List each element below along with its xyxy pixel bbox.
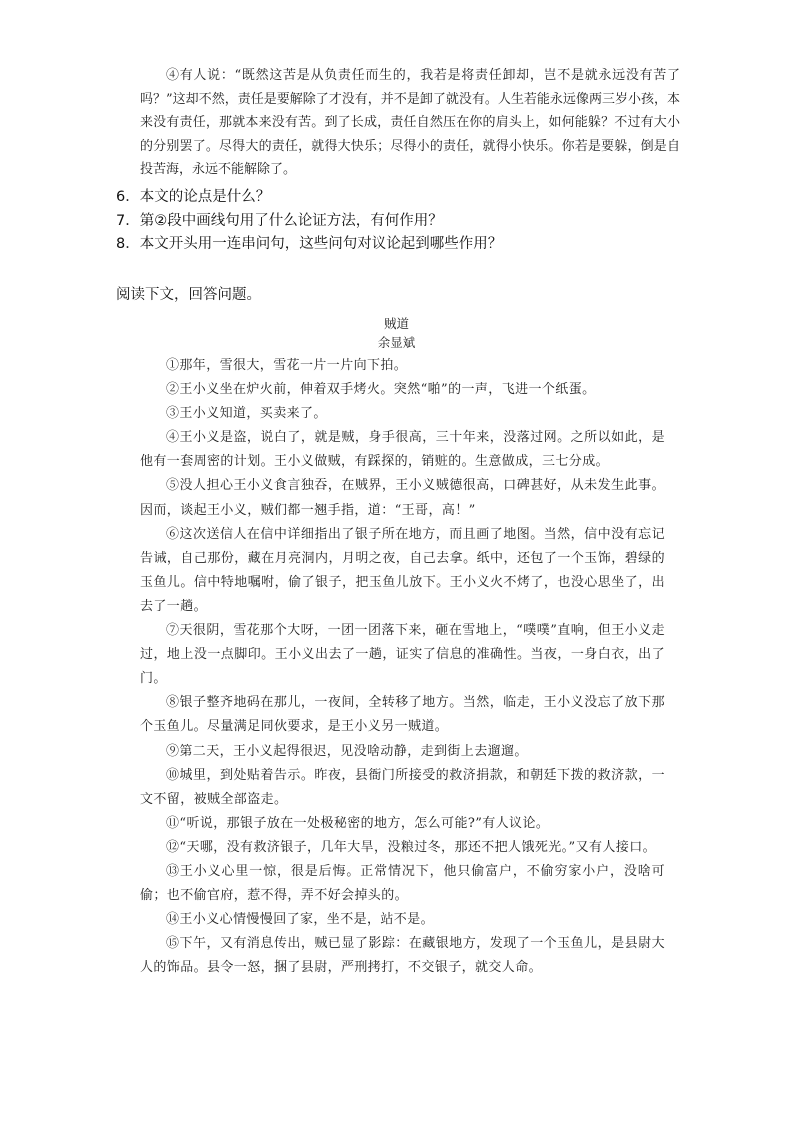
passage-one [140, 64, 680, 182]
question-list [116, 186, 716, 257]
paragraph: ⑧银子整齐地码在那儿，一夜间，全转移了地方。当然，临走，王小义没忘了放下那个玉鱼儿。尽量满足同伙要求，是王小义另一贼道。 [140, 695, 665, 735]
paragraph: ④王小义是盗，说白了，就是贼，身手很高，三十年来，没落过网。之所以如此，是他有一套周密的计划。王小义做贼，有踩探的，销赃的。生意做成，三七分成。 [140, 430, 665, 470]
paragraph: ③王小义知道，买卖来了。 [166, 406, 327, 422]
paragraph: ⑩城里，到处贴着告示。昨夜，县衙门所接受的救济捐款，和朝廷下拨的救济款，一文不留，被贼全部盗走。 [140, 767, 665, 807]
paragraph: ⑫“天哪，没有救济银子，几年大旱，没粮过冬，那还不把人饿死光。”又有人接口。 [166, 839, 656, 855]
passage-author: 余显斌 [377, 335, 416, 350]
question-6: 6．本文的论点是什么？ [116, 189, 271, 205]
passage-two-body [140, 354, 665, 980]
paragraph: ⑬王小义心里一惊，很是后悔。正常情况下，他只偷富户，不偷穷家小户，没啥可偷；也不偷官府，惹不得，弄不好会掉头的。 [140, 863, 665, 904]
paragraph: ⑦天很阴，雪花那个大呀，一团一团落下来，砸在雪地上，“噗噗”直响，但王小义走过，地上没一点脚印。王小义出去了一趟，证实了信息的准确性。当夜，一身白衣，出了门。 [140, 623, 665, 687]
paragraph: ⑪“听说，那银子放在一处极秘密的地方，怎么可能?”有人议论。 [166, 815, 550, 831]
question-8: 8．本文开头用一连串问句，这些问句对议论起到哪些作用？ [116, 236, 503, 252]
passage-title: 贼道 [383, 316, 409, 331]
passage-one-paragraph-4: ④有人说：“既然这苦是从负责任而生的，我若是将责任卸却，岂不是就永远没有苦了吗？”这却不然，责任是要解除了才没有，并不是卸了就没有。人生若能永远像两三岁小孩，本来没有责任，那就本来没有苦。到了长成，责任自然压在你的肩头上，如何能躲？不过有大小的分别罢了。尽得大的责任，就得大快乐；尽得小的责任，就得小快乐。你若是要躲，倒是自投苦海，永远不能解除了。 [140, 68, 680, 178]
paragraph: ⑭王小义心情慢慢回了家，坐不是，站不是。 [166, 912, 435, 928]
reading-instruction: 阅读下文，回答问题。 [116, 287, 261, 303]
paragraph: ①那年，雪很大，雪花一片一片向下拍。 [166, 358, 408, 373]
paragraph: ⑤没人担心王小义食言独吞，在贼界，王小义贼德很高，口碑甚好，从未发生此事。因而，谈起王小义，贼们都一翘手指，道：“王哥，高！” [140, 478, 665, 518]
question-7: 7．第②段中画线句用了什么论证方法，有何作用？ [116, 212, 443, 229]
paragraph: ②王小义坐在炉火前，伸着双手烤火。突然“啪”的一声，飞进一个纸蛋。 [166, 382, 596, 398]
paragraph: ⑥这次送信人在信中详细指出了银子所在地方，而且画了地图。当然，信中没有忘记告诫，自己那份，藏在月亮洞内，月明之夜，自己去拿。纸中，还包了一个玉饰，碧绿的玉鱼儿。信中特地嘱咐，偷了银子，把玉鱼儿放下。王小义火不烤了，也没心思坐了，出去了一趟。 [140, 526, 665, 614]
paragraph: ⑮下午，又有消息传出，贼已显了影踪：在藏银地方，发现了一个玉鱼儿，是县尉大人的饰品。县令一怒，捆了县尉，严刑拷打，不交银子，就交人命。 [140, 936, 665, 976]
paragraph: ⑨第二天，王小义起得很迟，见没啥动静，走到街上去遛遛。 [166, 743, 528, 759]
